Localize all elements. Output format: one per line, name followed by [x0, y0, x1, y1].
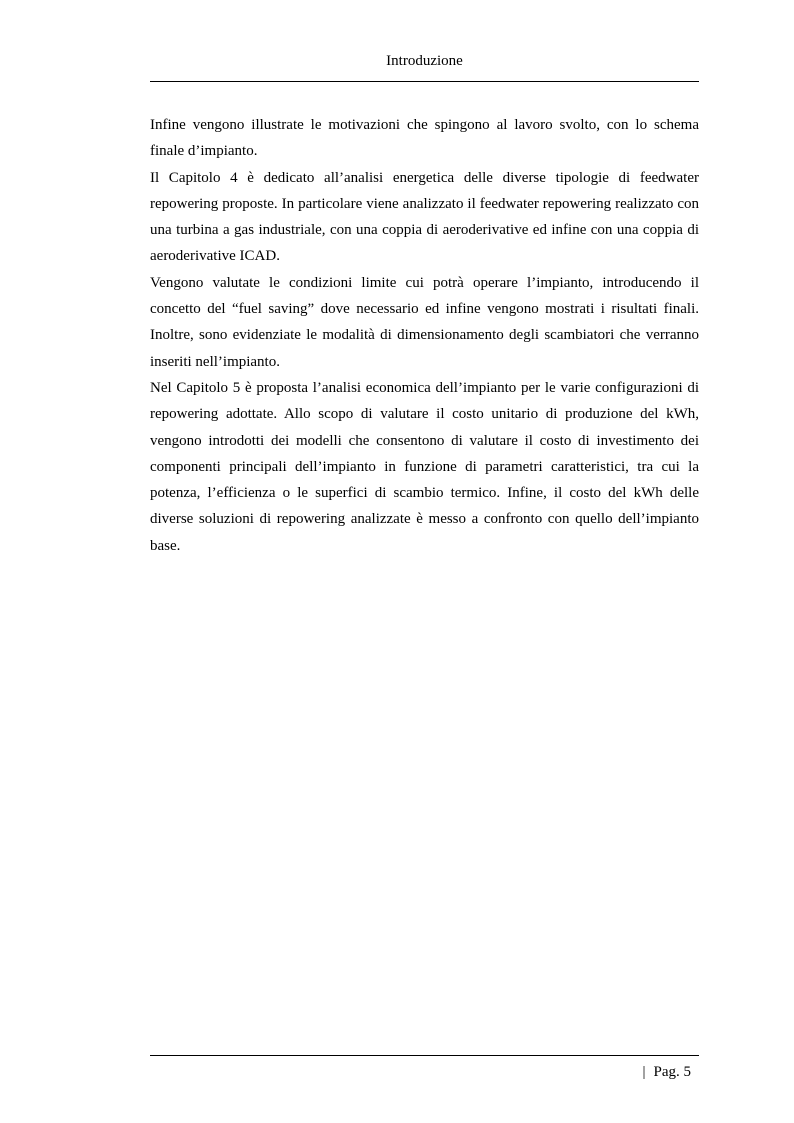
paragraph: Nel Capitolo 5 è proposta l’analisi economica dell’impianto per le varie configurazioni di repowering adottate. Allo scopo di valutare il costo unitario di produzione del kWh, vengono introdotti dei modelli che consentono di valutare il costo di investimento dei componenti principali dell’impianto in funzione di parametri caratteristici, tra cui la potenza, l’efficienza o le superfici di scambio termico. Infine, il costo del kWh delle diverse soluzioni di repowering analizzate è messo a confronto con quello dell’impianto base.	[150, 379, 699, 554]
paragraph: Il Capitolo 4 è dedicato all’analisi energetica delle diverse tipologie di feedwater repowering proposte. In particolare viene analizzato il feedwater repowering realizzato con una turbina a gas industriale, con una coppia di aeroderivative ed infine con una coppia di aeroderivative ICAD.	[150, 169, 699, 265]
page-number-label: Pag. 5	[653, 1064, 691, 1080]
body-text	[150, 112, 699, 559]
page-number-separator: |	[642, 1064, 646, 1080]
header-divider	[150, 81, 699, 82]
paragraph: Infine vengono illustrate le motivazioni che spingono al lavoro svolto, con lo schema finale d’impianto.	[150, 117, 699, 160]
paragraph: Vengono valutate le condizioni limite cui potrà operare l’impianto, introducendo il concetto del “fuel saving” dove necessario ed infine vengono mostrati i risultati finali. Inoltre, sono evidenziate le modalità di dimensionamento degli scambiatori che verranno inseriti nell’impianto.	[150, 274, 699, 370]
footer-divider	[150, 1055, 699, 1056]
page-number	[642, 1063, 691, 1081]
running-header-title: Introduzione	[386, 53, 463, 69]
